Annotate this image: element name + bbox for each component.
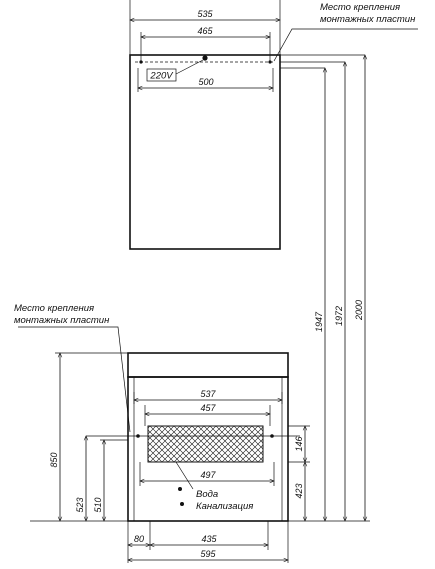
sewer-label: Канализация [196,501,254,512]
cabinet-mount-note-line1: Место крепления [14,303,95,314]
height-510-dim: 510 [93,497,103,513]
mirror-mount-note-line1: Место крепления [320,2,401,13]
mirror-mount-note-line2: монтажных пластин [320,14,416,25]
water-inlet-icon [178,487,182,491]
voltage-label: 220V [150,70,173,82]
floor-to-drawer-dim: 423 [294,483,304,499]
mirror-width-dim: 535 [197,9,213,19]
drawer-inner-dim: 457 [200,403,216,413]
utility-cutout-zone [148,426,263,462]
water-label: Вода [196,489,219,500]
drawer-outer-dim: 537 [200,389,216,399]
height-1972-dim: 1972 [334,305,344,327]
offset-left-dim: 80 [133,534,145,544]
cabinet-mount-left [136,434,140,438]
height-523-dim: 523 [75,497,85,513]
mount-spacing-dim: 465 [197,26,213,36]
drain-icon [180,502,184,506]
power-outlet-icon [202,55,207,60]
total-width-dim: 595 [200,549,216,559]
drawer-height-dim: 146 [294,436,304,452]
drawer-bottom-dim: 497 [200,470,216,480]
cabinet-mount-note-line2: монтажных пластин [14,315,110,326]
cabinet-view [14,303,370,563]
height-1947-dim: 1947 [314,311,324,333]
cabinet-mount-right [270,434,274,438]
mount-point-left [139,60,142,63]
countertop-outline [128,353,288,377]
mount-width-dim: 435 [201,534,217,544]
height-850-dim: 850 [49,452,59,468]
mirror-inner-dim: 500 [198,77,214,87]
height-2000-dim: 2000 [354,299,364,321]
mount-point-right [268,60,271,63]
mirror-view [130,0,418,249]
